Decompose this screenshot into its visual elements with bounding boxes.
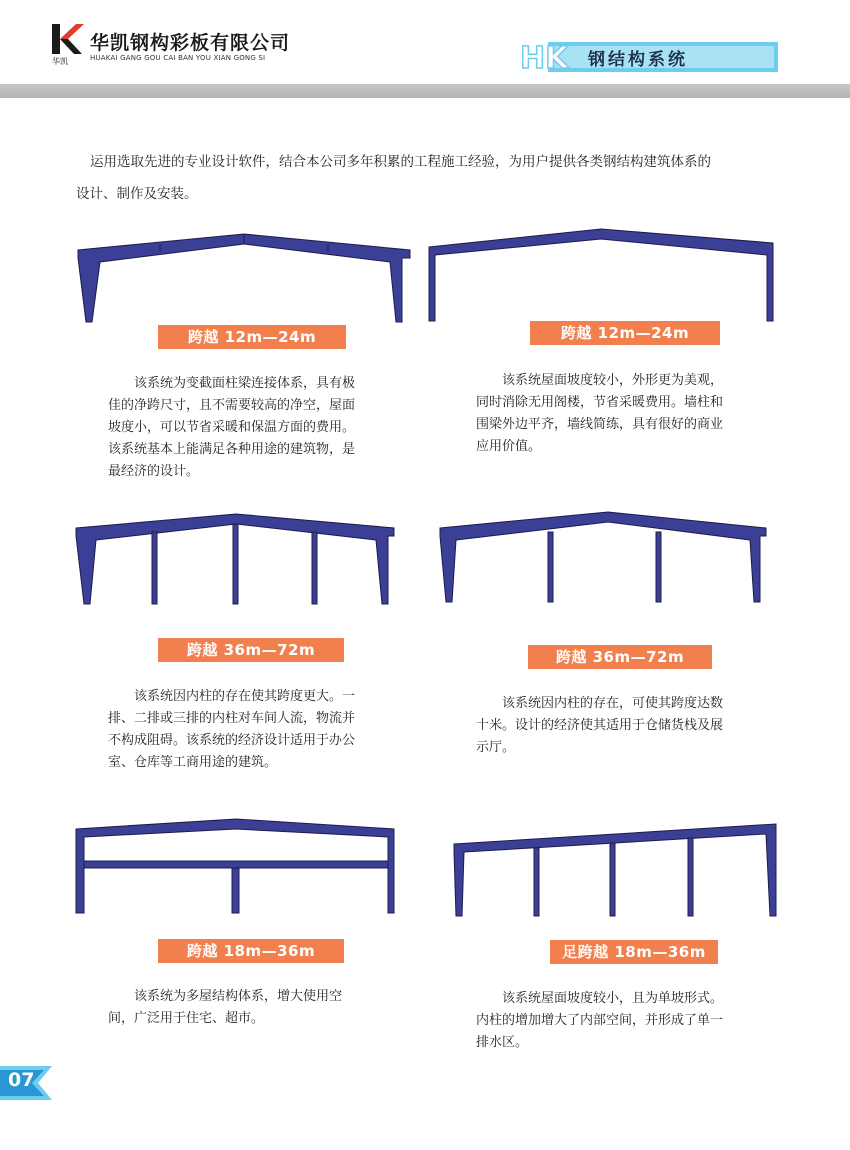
section-title: 钢结构系统 (588, 50, 688, 70)
system-description-1 (108, 373, 408, 483)
page-header (0, 0, 850, 84)
desc-line: 该系统屋面坡度较小，外形更为美观， (502, 373, 724, 388)
system-description-5 (108, 986, 408, 1030)
desc-line: 佳的净跨尺寸，且不需要较高的净空，屋面 (108, 398, 356, 413)
page-number: 07 (8, 1069, 35, 1091)
desc-line: 内柱的增加增大了内部空间，并形成了单一 (476, 1013, 724, 1028)
frame-diagram-1 (70, 228, 420, 328)
svg-text:华凯: 华凯 (52, 57, 68, 66)
frame-diagram-2 (425, 225, 780, 325)
desc-line: 十米。设计的经济使其适用于仓储货栈及展 (476, 718, 724, 733)
desc-line: 该系统基本上能满足各种用途的建筑物，是 (108, 442, 356, 457)
system-description-6 (476, 988, 776, 1054)
desc-line: 该系统为变截面柱梁连接体系，具有极 (134, 376, 356, 391)
desc-line: 该系统因内柱的存在使其跨度更大。一 (134, 689, 356, 704)
frame-diagram-4 (436, 508, 771, 608)
span-label-4: 跨越 36m—72m (528, 645, 712, 669)
system-description-4 (476, 693, 776, 759)
span-label-1: 跨越 12m—24m (158, 325, 346, 349)
desc-line: 同时消除无用阁楼，节省采暖费用。墙柱和 (476, 395, 724, 410)
span-label-3: 跨越 36m—72m (158, 638, 344, 662)
desc-line: 最经济的设计。 (108, 464, 200, 479)
desc-line: 不构成阻碍。该系统的经济设计适用于办公 (108, 733, 356, 748)
hk-logo-icon (50, 22, 84, 66)
desc-line: 该系统为多屋结构体系，增大使用空 (134, 989, 343, 1004)
frame-diagram-3 (72, 510, 402, 610)
system-description-3 (108, 686, 408, 774)
company-pinyin: HUAKAI GANG GOU CAI BAN YOU XIAN GONG SI (90, 54, 266, 62)
company-name: 华凯钢构彩板有限公司 (90, 32, 291, 54)
svg-text:HK: HK (520, 41, 569, 74)
intro-paragraph (76, 146, 776, 210)
intro-line: 设计、制作及安装。 (76, 186, 198, 202)
desc-line: 该系统屋面坡度较小，且为单坡形式。 (502, 991, 724, 1006)
desc-line: 示厅。 (476, 740, 516, 755)
desc-line: 围梁外边平齐，墙线简练，具有很好的商业 (476, 417, 724, 432)
desc-line: 应用价值。 (476, 439, 542, 454)
intro-line: 运用选取先进的专业设计软件，结合本公司多年积累的工程施工经验，为用户提供各类钢结构建筑体系的 (90, 154, 711, 170)
desc-line: 排、二排或三排的内柱对车间人流，物流并 (108, 711, 356, 726)
span-label-6: 足跨越 18m—36m (550, 940, 718, 964)
span-label-5: 跨越 18m—36m (158, 939, 344, 963)
header-divider-bar (0, 84, 850, 98)
frame-diagram-5 (72, 815, 402, 915)
desc-line: 间，广泛用于住宅、超市。 (108, 1011, 265, 1026)
desc-line: 室、仓库等工商用途的建筑。 (108, 755, 278, 770)
desc-line: 排水区。 (476, 1035, 529, 1050)
span-label-2: 跨越 12m—24m (530, 321, 720, 345)
desc-line: 坡度小，可以节省采暖和保温方面的费用。 (108, 420, 356, 435)
desc-line: 该系统因内柱的存在，可使其跨度达数 (502, 696, 724, 711)
system-description-2 (476, 370, 776, 458)
frame-diagram-6 (450, 822, 780, 922)
